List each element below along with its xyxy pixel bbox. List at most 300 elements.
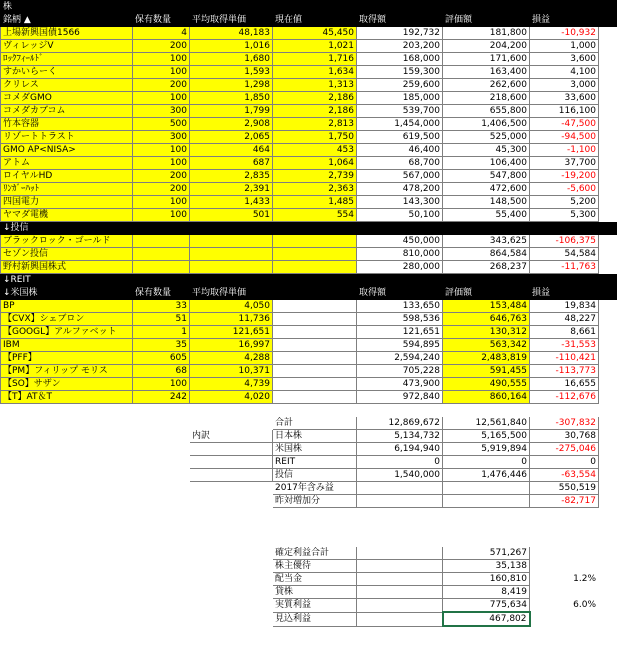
us-header-avg[interactable]: 平均取得単価 — [190, 287, 273, 300]
cost[interactable]: 46,400 — [357, 144, 443, 157]
quantity[interactable]: 300 — [133, 131, 190, 144]
blank-cell[interactable] — [599, 14, 617, 27]
summary-cost[interactable]: 0 — [357, 456, 443, 469]
value[interactable]: 55,400 — [443, 209, 530, 222]
blank-cell[interactable] — [599, 235, 617, 248]
current-price[interactable] — [273, 378, 357, 391]
current-price[interactable]: 1,021 — [273, 40, 357, 53]
jp-header-pl[interactable]: 損益 — [530, 14, 599, 27]
value[interactable]: 655,800 — [443, 105, 530, 118]
blank-cell[interactable] — [190, 417, 273, 430]
quantity[interactable]: 100 — [133, 66, 190, 79]
blank-cell[interactable] — [190, 443, 273, 456]
summary-pl[interactable]: -63,554 — [530, 469, 599, 482]
profit-loss[interactable]: 5,300 — [530, 209, 599, 222]
blank-cell[interactable] — [530, 521, 599, 534]
quantity[interactable]: 100 — [133, 157, 190, 170]
stock-name[interactable]: IBM — [1, 339, 133, 352]
blank-cell[interactable] — [599, 131, 617, 144]
value[interactable]: 864,584 — [443, 248, 530, 261]
profit-loss[interactable]: -31,553 — [530, 339, 599, 352]
value[interactable]: 204,200 — [443, 40, 530, 53]
quantity[interactable]: 200 — [133, 183, 190, 196]
blank-cell[interactable] — [443, 482, 530, 495]
current-price[interactable]: 1,634 — [273, 66, 357, 79]
diff-label[interactable]: 昨対増加分 — [273, 495, 357, 508]
blank-cell[interactable] — [599, 170, 617, 183]
income-pct[interactable] — [530, 547, 599, 560]
jp-header-val[interactable]: 評価額 — [443, 14, 530, 27]
blank-cell[interactable] — [599, 118, 617, 131]
fund-header[interactable]: ↓投信 — [1, 222, 617, 235]
blank-cell[interactable] — [599, 482, 617, 495]
unrealized-value[interactable]: 550,519 — [530, 482, 599, 495]
value[interactable]: 268,237 — [443, 261, 530, 274]
current-price[interactable] — [273, 352, 357, 365]
quantity[interactable]: 242 — [133, 391, 190, 404]
quantity[interactable]: 200 — [133, 170, 190, 183]
summary-label[interactable]: 投信 — [273, 469, 357, 482]
avg-price[interactable]: 4,050 — [190, 300, 273, 313]
blank-cell[interactable] — [1, 404, 133, 417]
blank-cell[interactable] — [357, 521, 443, 534]
value[interactable]: 646,763 — [443, 313, 530, 326]
current-price[interactable]: 1,716 — [273, 53, 357, 66]
avg-price[interactable] — [190, 235, 273, 248]
stock-name[interactable]: 【PM】フィリップ モリス — [1, 365, 133, 378]
blank-cell[interactable] — [599, 560, 617, 573]
current-price[interactable] — [273, 261, 357, 274]
cost[interactable]: 450,000 — [357, 235, 443, 248]
blank-cell[interactable] — [133, 469, 190, 482]
blank-cell[interactable] — [190, 612, 273, 626]
cost[interactable]: 185,000 — [357, 92, 443, 105]
blank-cell[interactable] — [599, 612, 617, 626]
sheet-title[interactable]: 株 — [1, 1, 617, 14]
stock-name[interactable]: 【CVX】シェブロン — [1, 313, 133, 326]
fund-name[interactable]: セゾン投信 — [1, 248, 133, 261]
current-price[interactable]: 453 — [273, 144, 357, 157]
us-header-cost[interactable]: 取得額 — [357, 287, 443, 300]
blank-cell[interactable] — [357, 495, 443, 508]
blank-cell[interactable] — [1, 469, 133, 482]
summary-label[interactable]: 日本株 — [273, 430, 357, 443]
blank-cell[interactable] — [530, 404, 599, 417]
blank-cell[interactable] — [357, 547, 443, 560]
cost[interactable]: 473,900 — [357, 378, 443, 391]
blank-cell[interactable] — [1, 417, 133, 430]
profit-loss[interactable]: 48,227 — [530, 313, 599, 326]
summary-cost[interactable]: 6,194,940 — [357, 443, 443, 456]
blank-cell[interactable] — [133, 404, 190, 417]
income-pct[interactable] — [530, 586, 599, 599]
blank-cell[interactable] — [599, 157, 617, 170]
profit-loss[interactable]: -19,200 — [530, 170, 599, 183]
blank-cell[interactable] — [273, 534, 357, 547]
summary-pl[interactable]: 30,768 — [530, 430, 599, 443]
blank-cell[interactable] — [599, 508, 617, 521]
cost[interactable]: 192,732 — [357, 27, 443, 40]
stock-name[interactable]: すかいらーく — [1, 66, 133, 79]
income-label[interactable]: 実質利益 — [273, 599, 357, 613]
cost[interactable]: 810,000 — [357, 248, 443, 261]
profit-loss[interactable]: 4,100 — [530, 66, 599, 79]
blank-cell[interactable] — [190, 547, 273, 560]
profit-loss[interactable]: 54,584 — [530, 248, 599, 261]
stock-name[interactable]: ﾛｯｸﾌｨｰﾙﾄﾞ — [1, 53, 133, 66]
blank-cell[interactable] — [273, 508, 357, 521]
profit-loss[interactable]: -112,676 — [530, 391, 599, 404]
summary-pl[interactable]: -275,046 — [530, 443, 599, 456]
blank-cell[interactable] — [599, 248, 617, 261]
blank-cell[interactable] — [599, 196, 617, 209]
cost[interactable]: 567,000 — [357, 170, 443, 183]
blank-cell[interactable] — [599, 404, 617, 417]
blank-cell[interactable] — [133, 417, 190, 430]
income-label[interactable]: 見込利益 — [273, 612, 357, 626]
value[interactable]: 525,000 — [443, 131, 530, 144]
blank-cell[interactable] — [599, 287, 617, 300]
blank-cell[interactable] — [599, 261, 617, 274]
blank-cell[interactable] — [599, 183, 617, 196]
stock-name[interactable]: ヤマダ電機 — [1, 209, 133, 222]
blank-cell[interactable] — [599, 92, 617, 105]
blank-cell[interactable] — [1, 456, 133, 469]
cost[interactable]: 478,200 — [357, 183, 443, 196]
cost[interactable]: 259,600 — [357, 79, 443, 92]
blank-cell[interactable] — [599, 391, 617, 404]
stock-name[interactable]: ロイヤルHD — [1, 170, 133, 183]
blank-cell[interactable] — [599, 586, 617, 599]
income-value[interactable]: 571,267 — [443, 547, 530, 560]
quantity[interactable]: 1 — [133, 326, 190, 339]
blank-cell[interactable] — [133, 573, 190, 586]
avg-price[interactable]: 48,183 — [190, 27, 273, 40]
blank-cell[interactable] — [357, 573, 443, 586]
stock-name[interactable]: 【T】AT＆T — [1, 391, 133, 404]
profit-loss[interactable]: -10,932 — [530, 27, 599, 40]
stock-name[interactable]: 【SO】サザン — [1, 378, 133, 391]
profit-loss[interactable]: -94,500 — [530, 131, 599, 144]
current-price[interactable] — [273, 300, 357, 313]
avg-price[interactable]: 1,593 — [190, 66, 273, 79]
income-value[interactable]: 775,634 — [443, 599, 530, 613]
income-value[interactable]: 8,419 — [443, 586, 530, 599]
jp-header-avg[interactable]: 平均取得単価 — [190, 14, 273, 27]
blank-cell[interactable] — [599, 27, 617, 40]
blank-cell[interactable] — [190, 521, 273, 534]
current-price[interactable]: 45,450 — [273, 27, 357, 40]
value[interactable]: 490,555 — [443, 378, 530, 391]
current-price[interactable]: 1,313 — [273, 79, 357, 92]
quantity[interactable] — [133, 261, 190, 274]
summary-value[interactable]: 5,165,500 — [443, 430, 530, 443]
stock-name[interactable]: アトム — [1, 157, 133, 170]
jp-header-qty[interactable]: 保有数量 — [133, 14, 190, 27]
avg-price[interactable]: 2,391 — [190, 183, 273, 196]
jp-header-name[interactable]: 銘柄 ▲ — [1, 14, 133, 27]
income-pct[interactable] — [530, 560, 599, 573]
blank-cell[interactable] — [133, 560, 190, 573]
cost[interactable]: 1,454,000 — [357, 118, 443, 131]
profit-loss[interactable]: 37,700 — [530, 157, 599, 170]
current-price[interactable] — [273, 313, 357, 326]
blank-cell[interactable] — [133, 508, 190, 521]
quantity[interactable] — [133, 248, 190, 261]
value[interactable]: 45,300 — [443, 144, 530, 157]
quantity[interactable]: 200 — [133, 79, 190, 92]
value[interactable]: 591,455 — [443, 365, 530, 378]
quantity[interactable]: 500 — [133, 118, 190, 131]
quantity[interactable]: 100 — [133, 196, 190, 209]
blank-cell[interactable] — [190, 573, 273, 586]
us-header-empty[interactable] — [273, 287, 357, 300]
us-header-val[interactable]: 評価額 — [443, 287, 530, 300]
avg-price[interactable]: 1,680 — [190, 53, 273, 66]
cost[interactable]: 972,840 — [357, 391, 443, 404]
blank-cell[interactable] — [133, 443, 190, 456]
blank-cell[interactable] — [443, 495, 530, 508]
blank-cell[interactable] — [599, 105, 617, 118]
unrealized-label[interactable]: 2017年含み益 — [273, 482, 357, 495]
reit-header[interactable]: ↓REIT — [1, 274, 617, 287]
income-label[interactable]: 配当金 — [273, 573, 357, 586]
blank-cell[interactable] — [133, 586, 190, 599]
blank-cell[interactable] — [599, 573, 617, 586]
avg-price[interactable]: 4,288 — [190, 352, 273, 365]
stock-name[interactable]: GMO AP<NISA> — [1, 144, 133, 157]
blank-cell[interactable] — [1, 560, 133, 573]
profit-loss[interactable]: 3,000 — [530, 79, 599, 92]
summary-value[interactable]: 1,476,446 — [443, 469, 530, 482]
profit-loss[interactable]: 33,600 — [530, 92, 599, 105]
blank-cell[interactable] — [443, 508, 530, 521]
summary-label[interactable]: 米国株 — [273, 443, 357, 456]
current-price[interactable] — [273, 391, 357, 404]
jp-header-cur[interactable]: 現在値 — [273, 14, 357, 27]
current-price[interactable] — [273, 248, 357, 261]
profit-loss[interactable]: 116,100 — [530, 105, 599, 118]
blank-cell[interactable] — [357, 404, 443, 417]
blank-cell[interactable] — [599, 40, 617, 53]
quantity[interactable]: 100 — [133, 209, 190, 222]
avg-price[interactable]: 464 — [190, 144, 273, 157]
current-price[interactable] — [273, 339, 357, 352]
blank-cell[interactable] — [443, 534, 530, 547]
current-price[interactable]: 2,363 — [273, 183, 357, 196]
current-price[interactable]: 1,485 — [273, 196, 357, 209]
cost[interactable]: 619,500 — [357, 131, 443, 144]
value[interactable]: 218,600 — [443, 92, 530, 105]
us-header-qty[interactable]: 保有数量 — [133, 287, 190, 300]
blank-cell[interactable] — [190, 495, 273, 508]
blank-cell[interactable] — [599, 417, 617, 430]
avg-price[interactable]: 501 — [190, 209, 273, 222]
blank-cell[interactable] — [599, 79, 617, 92]
us-header-pl[interactable]: 損益 — [530, 287, 599, 300]
cost[interactable]: 143,300 — [357, 196, 443, 209]
blank-cell[interactable] — [599, 495, 617, 508]
blank-cell[interactable] — [357, 534, 443, 547]
blank-cell[interactable] — [190, 508, 273, 521]
cost[interactable]: 280,000 — [357, 261, 443, 274]
profit-loss[interactable]: -1,100 — [530, 144, 599, 157]
blank-cell[interactable] — [599, 547, 617, 560]
blank-cell[interactable] — [1, 573, 133, 586]
profit-loss[interactable]: -113,773 — [530, 365, 599, 378]
current-price[interactable]: 2,739 — [273, 170, 357, 183]
current-price[interactable]: 1,064 — [273, 157, 357, 170]
income-pct[interactable] — [530, 612, 599, 626]
income-label[interactable]: 株主優待 — [273, 560, 357, 573]
blank-cell[interactable] — [599, 534, 617, 547]
summary-pl[interactable]: 0 — [530, 456, 599, 469]
avg-price[interactable]: 2,908 — [190, 118, 273, 131]
blank-cell[interactable] — [1, 508, 133, 521]
cost[interactable]: 121,651 — [357, 326, 443, 339]
current-price[interactable]: 2,186 — [273, 92, 357, 105]
avg-price[interactable]: 687 — [190, 157, 273, 170]
blank-cell[interactable] — [190, 599, 273, 613]
blank-cell[interactable] — [1, 443, 133, 456]
cost[interactable]: 2,594,240 — [357, 352, 443, 365]
cost[interactable]: 159,300 — [357, 66, 443, 79]
quantity[interactable] — [133, 235, 190, 248]
blank-cell[interactable] — [1, 586, 133, 599]
profit-loss[interactable]: 8,661 — [530, 326, 599, 339]
value[interactable]: 343,625 — [443, 235, 530, 248]
blank-cell[interactable] — [133, 456, 190, 469]
income-label[interactable]: 確定利益合計 — [273, 547, 357, 560]
quantity[interactable]: 51 — [133, 313, 190, 326]
blank-cell[interactable] — [273, 404, 357, 417]
value[interactable]: 1,406,500 — [443, 118, 530, 131]
blank-cell[interactable] — [599, 313, 617, 326]
blank-cell[interactable] — [599, 339, 617, 352]
avg-price[interactable]: 1,298 — [190, 79, 273, 92]
stock-name[interactable]: BP — [1, 300, 133, 313]
current-price[interactable] — [273, 365, 357, 378]
stock-name[interactable]: コメダカブコム — [1, 105, 133, 118]
fund-name[interactable]: ブラックロック・ゴールド — [1, 235, 133, 248]
blank-cell[interactable] — [599, 66, 617, 79]
blank-cell[interactable] — [599, 599, 617, 613]
avg-price[interactable]: 16,997 — [190, 339, 273, 352]
blank-cell[interactable] — [357, 508, 443, 521]
avg-price[interactable]: 121,651 — [190, 326, 273, 339]
blank-cell[interactable] — [190, 404, 273, 417]
blank-cell[interactable] — [133, 534, 190, 547]
blank-cell[interactable] — [1, 534, 133, 547]
value[interactable]: 181,800 — [443, 27, 530, 40]
avg-price[interactable]: 2,835 — [190, 170, 273, 183]
blank-cell[interactable] — [133, 495, 190, 508]
cost[interactable]: 168,000 — [357, 53, 443, 66]
blank-cell[interactable] — [190, 482, 273, 495]
quantity[interactable]: 35 — [133, 339, 190, 352]
income-value[interactable]: 35,138 — [443, 560, 530, 573]
quantity[interactable]: 300 — [133, 105, 190, 118]
blank-cell[interactable] — [357, 560, 443, 573]
blank-cell[interactable] — [599, 144, 617, 157]
blank-cell[interactable] — [133, 430, 190, 443]
avg-price[interactable]: 2,065 — [190, 131, 273, 144]
blank-cell[interactable] — [530, 508, 599, 521]
blank-cell[interactable] — [599, 443, 617, 456]
stock-name[interactable]: ヴィレッジV — [1, 40, 133, 53]
jp-header-cost[interactable]: 取得額 — [357, 14, 443, 27]
stock-name[interactable]: 【PFF】 — [1, 352, 133, 365]
blank-cell[interactable] — [1, 547, 133, 560]
blank-cell[interactable] — [443, 404, 530, 417]
quantity[interactable]: 100 — [133, 144, 190, 157]
blank-cell[interactable] — [190, 456, 273, 469]
blank-cell[interactable] — [1, 612, 133, 626]
summary-value[interactable]: 12,561,840 — [443, 417, 530, 430]
profit-loss[interactable]: 16,655 — [530, 378, 599, 391]
value[interactable]: 547,800 — [443, 170, 530, 183]
quantity[interactable]: 605 — [133, 352, 190, 365]
blank-cell[interactable] — [599, 326, 617, 339]
stock-name[interactable]: クリレス — [1, 79, 133, 92]
summary-cost[interactable]: 5,134,732 — [357, 430, 443, 443]
blank-cell[interactable] — [190, 534, 273, 547]
blank-cell[interactable] — [190, 560, 273, 573]
income-pct[interactable]: 6.0% — [573, 600, 596, 611]
cost[interactable]: 50,100 — [357, 209, 443, 222]
stock-name[interactable]: 上場新興国債1566 — [1, 27, 133, 40]
blank-cell[interactable] — [133, 521, 190, 534]
profit-loss[interactable]: -5,600 — [530, 183, 599, 196]
avg-price[interactable] — [190, 261, 273, 274]
blank-cell[interactable] — [599, 378, 617, 391]
avg-price[interactable]: 11,736 — [190, 313, 273, 326]
fund-name[interactable]: 野村新興国株式 — [1, 261, 133, 274]
blank-cell[interactable] — [599, 365, 617, 378]
cost[interactable]: 203,200 — [357, 40, 443, 53]
summary-value[interactable]: 0 — [443, 456, 530, 469]
value[interactable]: 153,484 — [443, 300, 530, 313]
blank-cell[interactable] — [357, 482, 443, 495]
summary-value[interactable]: 5,919,894 — [443, 443, 530, 456]
blank-cell[interactable] — [1, 482, 133, 495]
income-label[interactable]: 貸株 — [273, 586, 357, 599]
value[interactable]: 106,400 — [443, 157, 530, 170]
current-price[interactable] — [273, 235, 357, 248]
current-price[interactable]: 1,750 — [273, 131, 357, 144]
blank-cell[interactable] — [599, 352, 617, 365]
summary-pl[interactable]: -307,832 — [530, 417, 599, 430]
avg-price[interactable]: 1,850 — [190, 92, 273, 105]
cost[interactable]: 705,228 — [357, 365, 443, 378]
us-header-name[interactable]: ↓米国株 — [1, 287, 133, 300]
quantity[interactable]: 68 — [133, 365, 190, 378]
blank-cell[interactable] — [599, 53, 617, 66]
blank-cell[interactable] — [190, 586, 273, 599]
blank-cell[interactable] — [190, 469, 273, 482]
summary-label[interactable]: 合計 — [273, 417, 357, 430]
profit-loss[interactable]: -11,763 — [530, 261, 599, 274]
blank-cell[interactable] — [599, 456, 617, 469]
quantity[interactable]: 33 — [133, 300, 190, 313]
current-price[interactable]: 2,813 — [273, 118, 357, 131]
breakdown-label[interactable]: 内訳 — [190, 430, 273, 443]
cost[interactable]: 598,536 — [357, 313, 443, 326]
value[interactable]: 2,483,819 — [443, 352, 530, 365]
cost[interactable]: 133,650 — [357, 300, 443, 313]
profit-loss[interactable]: 5,200 — [530, 196, 599, 209]
profit-loss[interactable]: -106,375 — [530, 235, 599, 248]
